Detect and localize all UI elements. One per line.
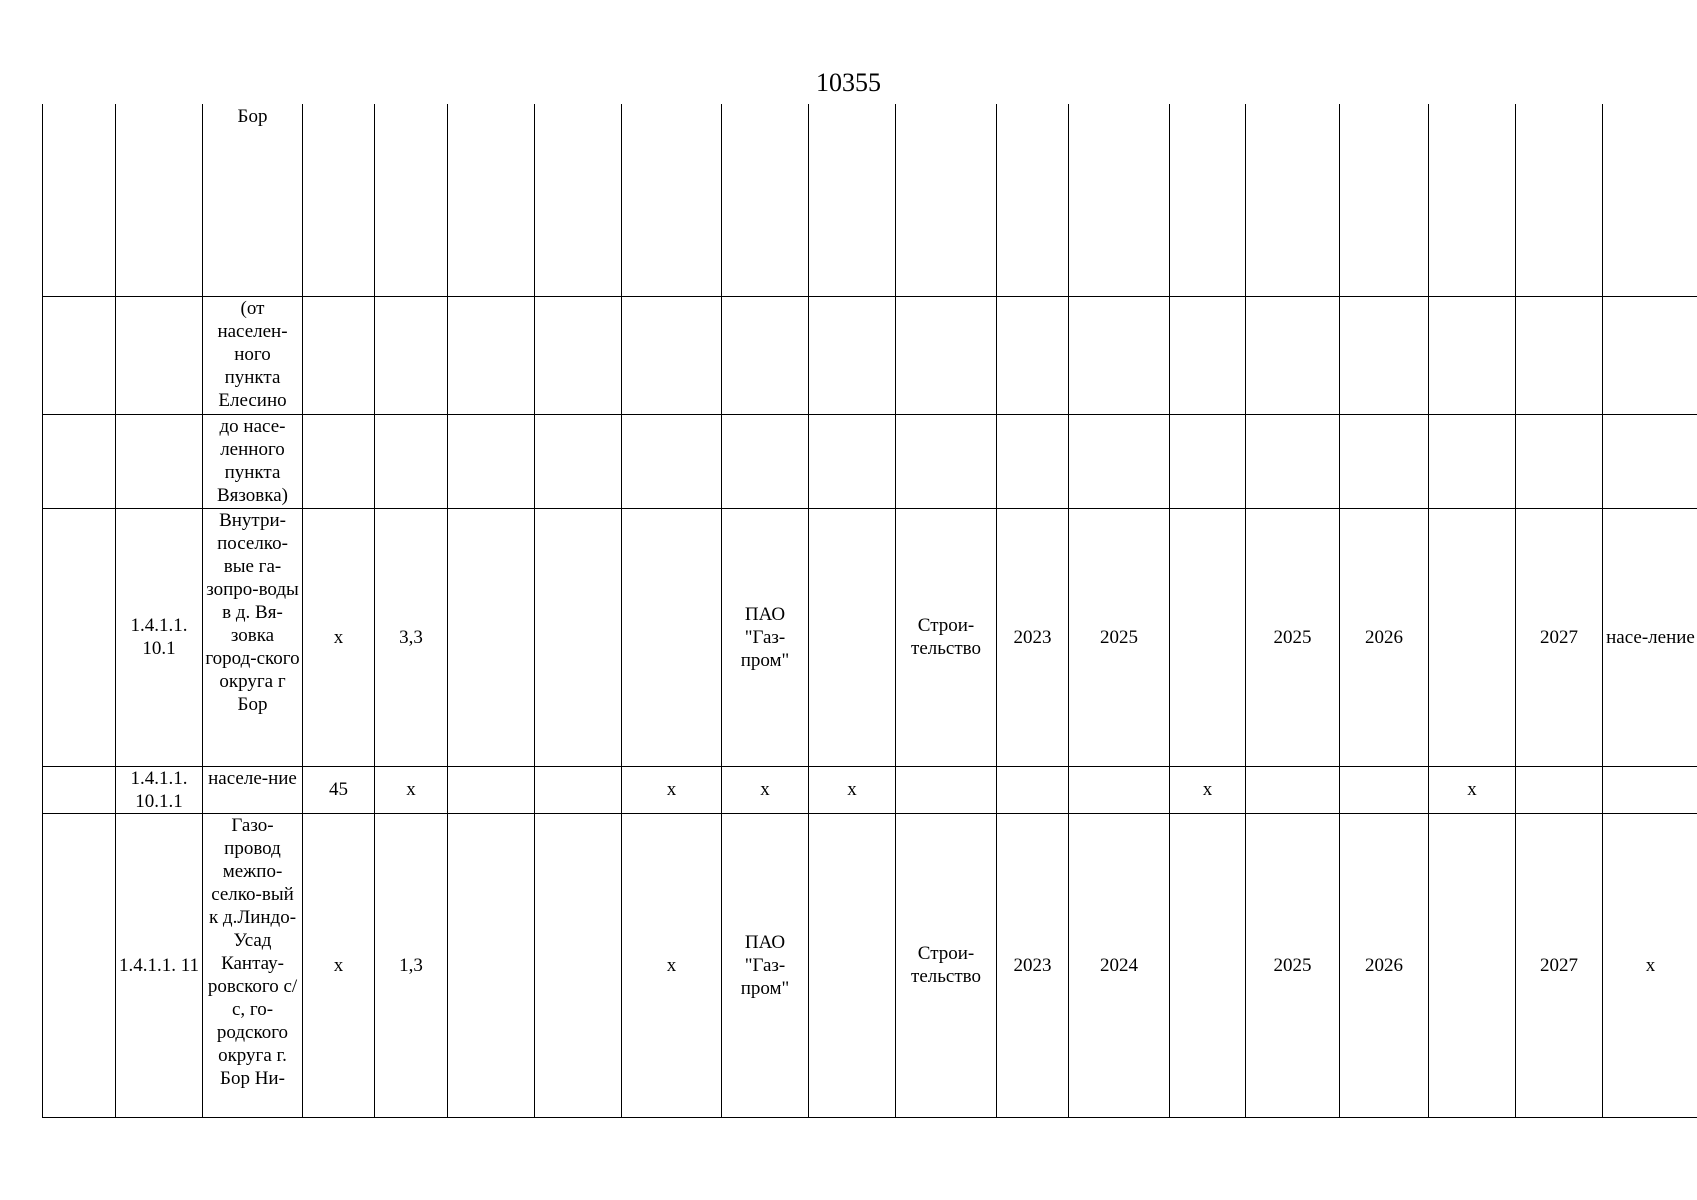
table-cell: 3,3 xyxy=(375,508,448,766)
table-cell xyxy=(896,766,997,813)
table-cell xyxy=(43,296,116,414)
table-cell xyxy=(1246,104,1340,296)
table-cell xyxy=(43,766,116,813)
table-cell xyxy=(1246,414,1340,508)
table-cell xyxy=(1246,766,1340,813)
table-cell: 2026 xyxy=(1340,813,1429,1117)
table-cell xyxy=(375,104,448,296)
table-cell xyxy=(1429,813,1516,1117)
table-cell xyxy=(622,414,722,508)
table-cell xyxy=(1340,766,1429,813)
table-cell: 1.4.1.1. 10.1.1 xyxy=(116,766,203,813)
table-cell: 2025 xyxy=(1246,813,1340,1117)
table-cell: ПАО "Газ-пром" xyxy=(722,813,809,1117)
table-cell xyxy=(448,414,535,508)
table-cell xyxy=(722,296,809,414)
table-cell: 1.4.1.1. 11 xyxy=(116,813,203,1117)
table-cell xyxy=(997,296,1069,414)
table-cell xyxy=(1603,414,1697,508)
table-cell xyxy=(375,296,448,414)
table-cell xyxy=(43,414,116,508)
table-cell: (от населен-ного пункта Елесино xyxy=(203,296,303,414)
table-cell xyxy=(1429,414,1516,508)
table-cell xyxy=(1069,766,1170,813)
table-cell: 1,3 xyxy=(375,813,448,1117)
table-cell xyxy=(1069,414,1170,508)
table-row xyxy=(43,104,1697,296)
table-cell xyxy=(303,104,375,296)
table-cell xyxy=(722,104,809,296)
table-cell xyxy=(1170,813,1246,1117)
table-cell xyxy=(448,104,535,296)
table-cell xyxy=(809,296,896,414)
table-row xyxy=(43,766,1697,813)
table-cell: ПАО "Газ-пром" xyxy=(722,508,809,766)
table-cell xyxy=(1069,296,1170,414)
table-cell: х xyxy=(1170,766,1246,813)
table-cell xyxy=(622,296,722,414)
table-row xyxy=(43,414,1697,508)
table-cell: Внутри-поселко-вые га-зопро-воды в д. Вя-зовка город-ского округа г Бор xyxy=(203,508,303,766)
table-cell: х xyxy=(1429,766,1516,813)
table-cell xyxy=(43,104,116,296)
table-cell xyxy=(722,414,809,508)
table-cell xyxy=(896,104,997,296)
data-table xyxy=(42,104,1697,1118)
table-cell xyxy=(535,813,622,1117)
table-cell xyxy=(448,766,535,813)
page-number: 10355 xyxy=(816,68,881,97)
table-cell xyxy=(1170,414,1246,508)
table-cell xyxy=(997,766,1069,813)
table-cell xyxy=(303,296,375,414)
table-cell xyxy=(622,508,722,766)
table-cell: 2025 xyxy=(1069,508,1170,766)
table-cell xyxy=(1340,296,1429,414)
table-cell xyxy=(1516,104,1603,296)
table-cell xyxy=(1603,296,1697,414)
table-cell xyxy=(375,414,448,508)
table-cell: 2023 xyxy=(997,508,1069,766)
table-cell: х xyxy=(1603,813,1697,1117)
table-cell xyxy=(303,414,375,508)
table-cell: Строи-тельство xyxy=(896,508,997,766)
table-cell: х xyxy=(303,508,375,766)
table-cell: Бор xyxy=(203,104,303,296)
table-cell xyxy=(535,766,622,813)
table-row xyxy=(43,508,1697,766)
table-cell xyxy=(448,813,535,1117)
table-cell xyxy=(1340,414,1429,508)
table-cell xyxy=(1170,296,1246,414)
table-row xyxy=(43,813,1697,1117)
table-cell: до насе-ленного пункта Вязовка) xyxy=(203,414,303,508)
table-cell: 2023 xyxy=(997,813,1069,1117)
table-cell xyxy=(896,296,997,414)
table-cell xyxy=(1603,104,1697,296)
table-cell xyxy=(1246,296,1340,414)
table-row xyxy=(43,296,1697,414)
table-cell xyxy=(43,508,116,766)
table-cell xyxy=(622,104,722,296)
table-cell xyxy=(1340,104,1429,296)
table-cell xyxy=(809,813,896,1117)
table-cell xyxy=(809,104,896,296)
table-cell: Строи-тельство xyxy=(896,813,997,1117)
table-cell: 45 xyxy=(303,766,375,813)
table-cell: 2024 xyxy=(1069,813,1170,1117)
table-cell: х xyxy=(375,766,448,813)
table-cell xyxy=(535,508,622,766)
table-cell: 2026 xyxy=(1340,508,1429,766)
table-cell xyxy=(1429,296,1516,414)
table-cell xyxy=(43,813,116,1117)
table-cell xyxy=(1429,104,1516,296)
table-cell: насе-ление xyxy=(1603,508,1697,766)
table-cell xyxy=(448,508,535,766)
table-cell xyxy=(1170,508,1246,766)
table-cell: населе-ние xyxy=(203,766,303,813)
table-cell: х xyxy=(622,766,722,813)
table-cell: 2027 xyxy=(1516,813,1603,1117)
table-cell xyxy=(1516,414,1603,508)
table-cell xyxy=(535,414,622,508)
table-cell xyxy=(997,414,1069,508)
table-cell xyxy=(1603,766,1697,813)
table-cell xyxy=(809,508,896,766)
table-cell xyxy=(1516,766,1603,813)
table-cell xyxy=(448,296,535,414)
table-cell: х xyxy=(622,813,722,1117)
table-cell xyxy=(896,414,997,508)
table-cell xyxy=(116,296,203,414)
table-cell xyxy=(809,414,896,508)
table-cell xyxy=(1069,104,1170,296)
table-cell xyxy=(535,296,622,414)
table-cell: х xyxy=(303,813,375,1117)
table-cell xyxy=(997,104,1069,296)
table-cell: х xyxy=(722,766,809,813)
table-cell: 1.4.1.1. 10.1 xyxy=(116,508,203,766)
table-cell xyxy=(1429,508,1516,766)
table-cell xyxy=(1170,104,1246,296)
table-cell xyxy=(116,104,203,296)
table-cell: х xyxy=(809,766,896,813)
table-cell: Газо-провод межпо-селко-вый к д.Линдо-Усад Кантау-ровского с/с, го-родского округа г. Бор Ни- xyxy=(203,813,303,1117)
table-cell xyxy=(535,104,622,296)
table-cell: 2027 xyxy=(1516,508,1603,766)
table-cell: 2025 xyxy=(1246,508,1340,766)
table-cell xyxy=(116,414,203,508)
table-cell xyxy=(1516,296,1603,414)
